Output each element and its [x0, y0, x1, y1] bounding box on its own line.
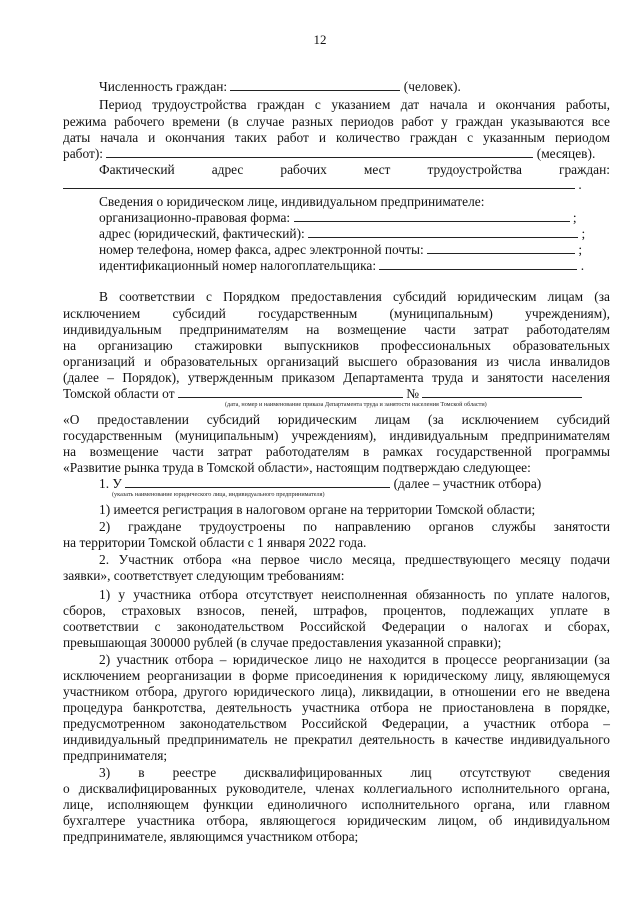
text-line: Сведения о юридическом лице, индивидуальном предпринимателе:: [99, 194, 485, 209]
text-line: превышающая 300000 рублей (в случае предоставления указанной справки);: [63, 635, 502, 650]
page-number: 12: [313, 32, 327, 47]
text-line: 2. Участник отбора «на первое число месяца, предшествующего месяцу подачи: [99, 552, 610, 567]
unit-months: (месяцев).: [536, 146, 596, 161]
text-line: участником отбора, другого юридического лица), ликвидации, в отношении его не введена: [63, 684, 610, 699]
text-line: сборов, страховых взносов, пеней, штрафов, процентов, подлежащих уплате в: [63, 603, 610, 618]
unit-people: (человек).: [403, 79, 461, 94]
text-line: на возмещение части затрат работодателям в рамках государственной программы: [63, 444, 610, 459]
punctuation: .: [580, 258, 585, 273]
punctuation: ;: [581, 226, 586, 241]
text-line: исключением субсидий государственным (муниципальным) учреждениям),: [63, 306, 610, 321]
text-line: Фактический адрес рабочих мест трудоустройства граждан:: [99, 162, 610, 177]
punctuation: .: [578, 177, 582, 192]
text-line: соответствии с законодательством Российской Федерации о налогах и сборах,: [63, 619, 610, 634]
text-line: [99, 226, 585, 242]
text-line: [63, 386, 582, 402]
text-line: бухгалтере участника отбора, являющегося юридическим лицом, об индивидуальном: [63, 813, 610, 828]
blank-participant-name: [125, 476, 390, 488]
label-order-date: Томской области от: [63, 386, 175, 401]
text-line: 3) в реестре дисквалифицированных лиц отсутствуют сведения: [99, 765, 610, 780]
text-line: организаций и образовательных организаций высшего образования из числа инвалидов: [63, 354, 610, 369]
label-citizens-count: Численность граждан:: [99, 79, 228, 94]
blank-citizens-count: [230, 79, 400, 91]
text-line: [99, 242, 582, 258]
text-line: на территории Томской области с 1 января 2022 года.: [63, 535, 367, 550]
text-line: [99, 210, 577, 226]
text-line: заявки», соответствует следующим требованиям:: [63, 568, 345, 583]
label-participant: (далее – участник отбора): [393, 476, 542, 491]
text-line: даты начала и окончания таких работ и количество граждан с указанным периодом: [63, 130, 610, 145]
item-1-prefix: 1. У: [99, 476, 122, 491]
text-line: [63, 146, 595, 162]
label-address: адрес (юридический, фактический):: [99, 226, 305, 241]
text-line: исключением реорганизации в форме присоединения к юридическому лицу, являющемуся: [63, 668, 610, 683]
text-line: В соответствии с Порядком предоставления субсидий юридическим лицам (за: [99, 289, 610, 304]
text-line: предпринимателе, являющимся участником отбора;: [63, 829, 359, 844]
label-order-number: №: [406, 386, 420, 401]
text-line: 2) участник отбора – юридическое лицо не находится в процессе реорганизации (за: [99, 652, 610, 667]
text-line: [99, 476, 541, 492]
text-line: «О предоставлении субсидий юридическим лицам (за исключением субсидий: [63, 412, 610, 427]
text-line: Период трудоустройства граждан с указанием дат начала и окончания работы,: [99, 97, 610, 112]
text-line: 2) граждане трудоустроены по направлению органов службы занятости: [99, 519, 610, 534]
text-line: индивидуальный предприниматель не прекратил деятельность в качестве индивидуального: [63, 732, 610, 747]
blank-address: [308, 226, 578, 238]
label-inn: идентификационный номер налогоплательщика:: [99, 258, 377, 273]
text-line: 1) у участника отбора отсутствует неисполненная обязанность по уплате налогов,: [99, 587, 610, 602]
blank-work-period: [106, 146, 533, 158]
label-contacts: номер телефона, номер факса, адрес электронной почты:: [99, 242, 424, 257]
blank-order-date: [178, 386, 403, 398]
text-line: предпринимателя;: [63, 748, 168, 763]
text-line: о дисквалифицированных руководителе, членах коллегиального исполнительного органа,: [63, 781, 610, 796]
hint-order-details: (дата, номер и наименование приказа Департамента труда и занятости населения Томской области): [225, 401, 487, 408]
text-line: [63, 177, 582, 193]
text-line: предусмотренном законодательством Российской Федерации, а участник отбора –: [63, 716, 610, 731]
text-line: лице, исполняющем функции единоличного исполнительного органа, или главном: [63, 797, 610, 812]
blank-contacts: [427, 242, 575, 254]
hint-participant-name: (указать наименование юридического лица, индивидуального предпринимателя): [112, 491, 325, 498]
text-line: [99, 258, 584, 274]
text-line: 1) имеется регистрация в налоговом органе на территории Томской области;: [99, 502, 536, 517]
blank-legal-form: [294, 210, 570, 222]
label-legal-form: организационно-правовая форма:: [99, 210, 291, 225]
text-line: режима рабочего времени (в случае разных периодов работ у граждан указываются все: [63, 114, 610, 129]
text-line: индивидуальным предпринимателям на возмещение части затрат работодателям: [63, 322, 610, 337]
text-line: на организацию стажировки выпускников профессиональных образовательных: [63, 338, 610, 353]
punctuation: ;: [578, 242, 583, 257]
text-line: государственным (муниципальным) учреждениям), индивидуальным предпринимателям: [63, 428, 610, 443]
blank-actual-address: [63, 177, 575, 189]
text-line: процедура банкротства, деятельность участника отбора не приостановлена в порядке,: [63, 700, 610, 715]
text-line: (далее – Порядок), утвержденным приказом Департамента труда и занятости населения: [63, 370, 610, 385]
blank-order-number: [422, 386, 582, 398]
label-work-period: работ):: [63, 146, 104, 161]
blank-inn: [379, 258, 577, 270]
punctuation: ;: [572, 210, 577, 225]
text-line: «Развитие рынка труда в Томской области», настоящим подтверждаю следующее:: [63, 460, 531, 475]
text-line: [99, 79, 461, 95]
